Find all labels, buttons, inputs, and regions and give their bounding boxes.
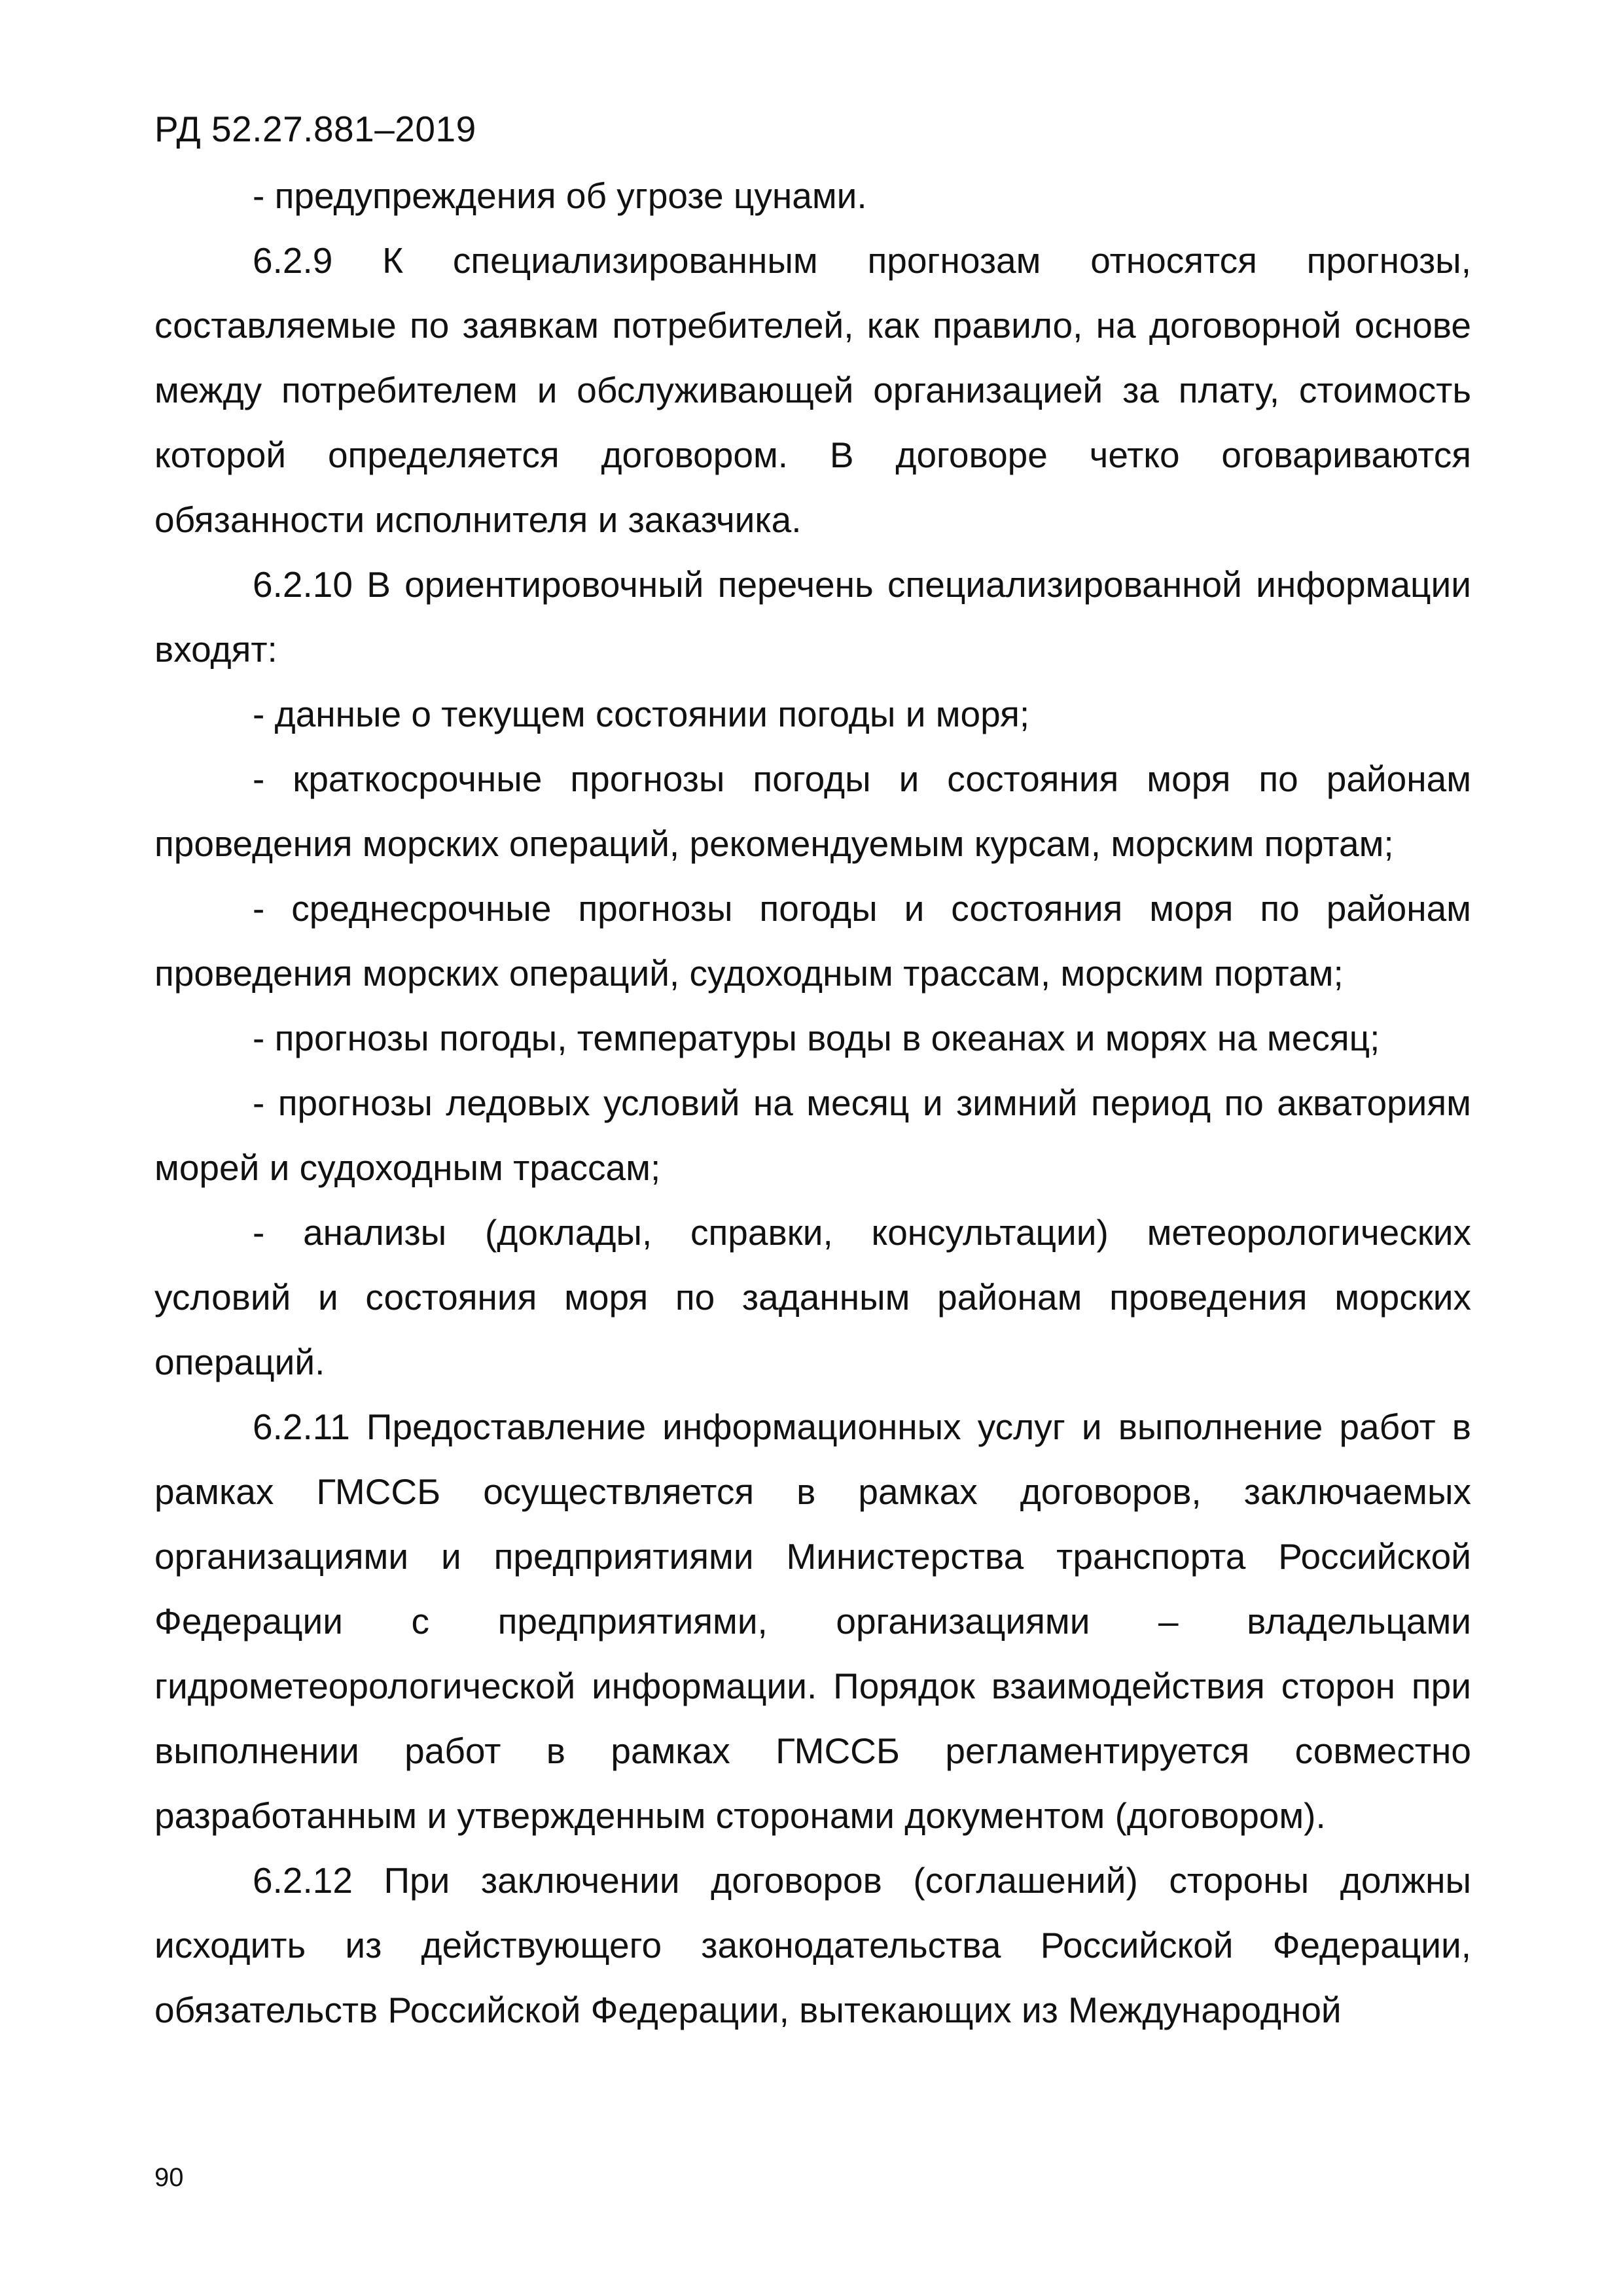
document-body xyxy=(154,164,1471,2043)
document-code-header: РД 52.27.881–2019 xyxy=(154,109,476,149)
paragraph-list-item: - среднесрочные прогнозы погоды и состояния моря по районам проведения морских операций, судоходным трассам, морским портам; xyxy=(154,888,1471,994)
paragraph-6-2-12: 6.2.12 При заключении договоров (соглашений) стороны должны исходить из действующего законодательства Российской Федерации, обязательств Российской Федерации, вытекающих из Международной xyxy=(154,1860,1471,2030)
paragraph-list-item: - краткосрочные прогнозы погоды и состояния моря по районам проведения морских операций, рекомендуемым курсам, морским портам; xyxy=(154,759,1471,864)
paragraph-list-item: - анализы (доклады, справки, консультации) метеорологических условий и состояния моря по заданным районам проведения морских операций. xyxy=(154,1212,1471,1382)
paragraph-list-item: - предупреждения об угрозе цунами. xyxy=(253,175,867,216)
page-number: 90 xyxy=(154,2163,184,2192)
paragraph-list-item: - прогнозы ледовых условий на месяц и зимний период по акваториям морей и судоходным трассам; xyxy=(154,1083,1471,1188)
paragraph-6-2-9: 6.2.9 К специализированным прогнозам относятся прогнозы, составляемые по заявкам потребителей, как правило, на договорной основе между потребителем и обслуживающей организацией за плату, стоимость которой определяется договором. В договоре четко оговариваются обязанности исполнителя и заказчика. xyxy=(154,240,1471,540)
paragraph-6-2-11: 6.2.11 Предоставление информационных услуг и выполнение работ в рамках ГМССБ осуществляется в рамках договоров, заключаемых организациями и предприятиями Министерства транспорта Российской Федерации с предприятиями, организациями – владельцами гидрометеорологической информации. Порядок взаимодействия сторон при выполнении работ в рамках ГМССБ регламентируется совместно разработанным и утвержденным сторонами документом (договором). xyxy=(154,1407,1471,1836)
paragraph-6-2-10: 6.2.10 В ориентировочный перечень специализированной информации входят: xyxy=(154,564,1471,670)
paragraph-list-item: - прогнозы погоды, температуры воды в океанах и морях на месяц; xyxy=(253,1018,1380,1058)
paragraph-list-item: - данные о текущем состоянии погоды и моря; xyxy=(253,694,1030,734)
